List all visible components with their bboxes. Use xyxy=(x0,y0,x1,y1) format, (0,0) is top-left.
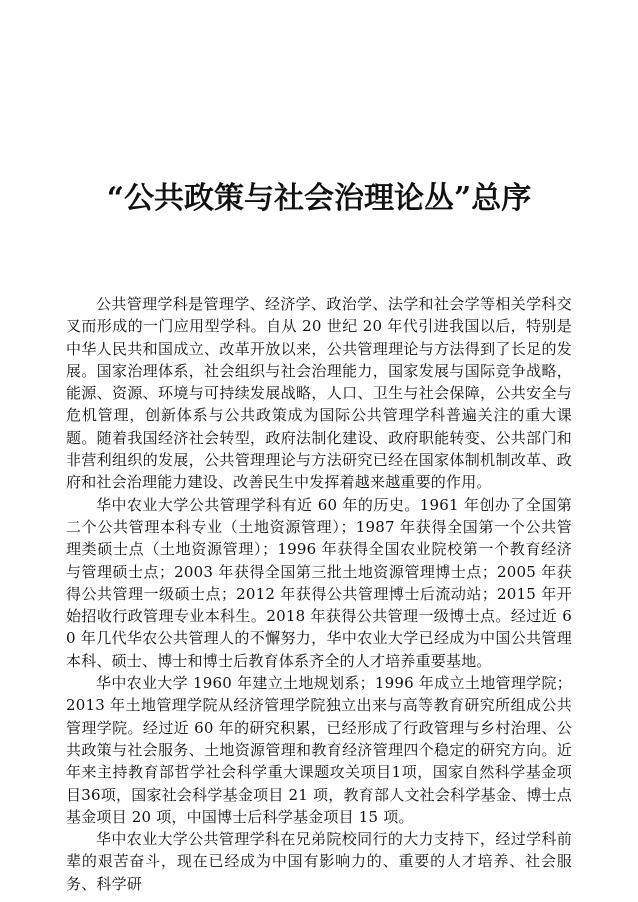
document-title: “公共政策与社会治理论丛”总序 xyxy=(106,181,532,216)
paragraph: 华中农业大学 1960 年建立土地规划系；1996 年成立土地管理学院；2013 年土地管理学院从经济管理学院独立出来与高等教育研究所组成公共管理学院。经过近 60 年的研究积累，已经形成了行政管理与乡村治理、公共政策与社会服务、土地资源管理和教育经济管理四个稳定的研究方向。近年来主持教育部哲学社会科学重大课题攻关项目1项，国家自然科学基金项目36项，国家社会科学基金项目 21 项，教育部人文社会科学基金、博士点基金项目 20 项，中国博士后科学基金项目 15 项。 xyxy=(66,674,572,826)
document-body xyxy=(66,293,572,895)
paragraph: 华中农业大学公共管理学科在兄弟院校同行的大力支持下，经过学科前辈的艰苦奋斗，现在已经成为中国有影响力的、重要的人才培养、社会服务、科学研 xyxy=(66,830,572,893)
paragraph: 公共管理学科是管理学、经济学、政治学、法学和社会学等相关学科交叉而形成的一门应用型学科。自从 20 世纪 20 年代引进我国以后，特别是中华人民共和国成立、改革开放以来，公共管理理论与方法得到了长足的发展。国家治理体系，社会组织与社会治理能力，国家发展与国际竞争战略，能源、资源、环境与可持续发展战略，人口、卫生与社会保障，公共安全与危机管理，创新体系与公共政策成为国际公共管理学科普遍关注的重大课题。随着我国经济社会转型，政府法制化建设、政府职能转变、公共部门和非营利组织的发展，公共管理理论与方法研究已经在国家体制机制改革、政府和社会治理能力建设、改善民生中发挥着越来越重要的作用。 xyxy=(66,295,572,492)
paragraph: 华中农业大学公共管理学科有近 60 年的历史。1961 年创办了全国第二个公共管理本科专业（土地资源管理）；1987 年获得全国第一个公共管理类硕士点（土地资源管理）；1996 年获得全国农业院校第一个教育经济与管理硕士点；2003 年获得全国第三批土地资源管理博士点；2005 年获得公共管理一级硕士点；2012 年获得公共管理博士后流动站；2015 年开始招收行政管理专业本科生。2018 年获得公共管理一级博士点。经过近 60 年几代华农公共管理人的不懈努力，华中农业大学已经成为中国公共管理本科、硕士、博士和博士后教育体系齐全的人才培养重要基地。 xyxy=(66,495,572,670)
